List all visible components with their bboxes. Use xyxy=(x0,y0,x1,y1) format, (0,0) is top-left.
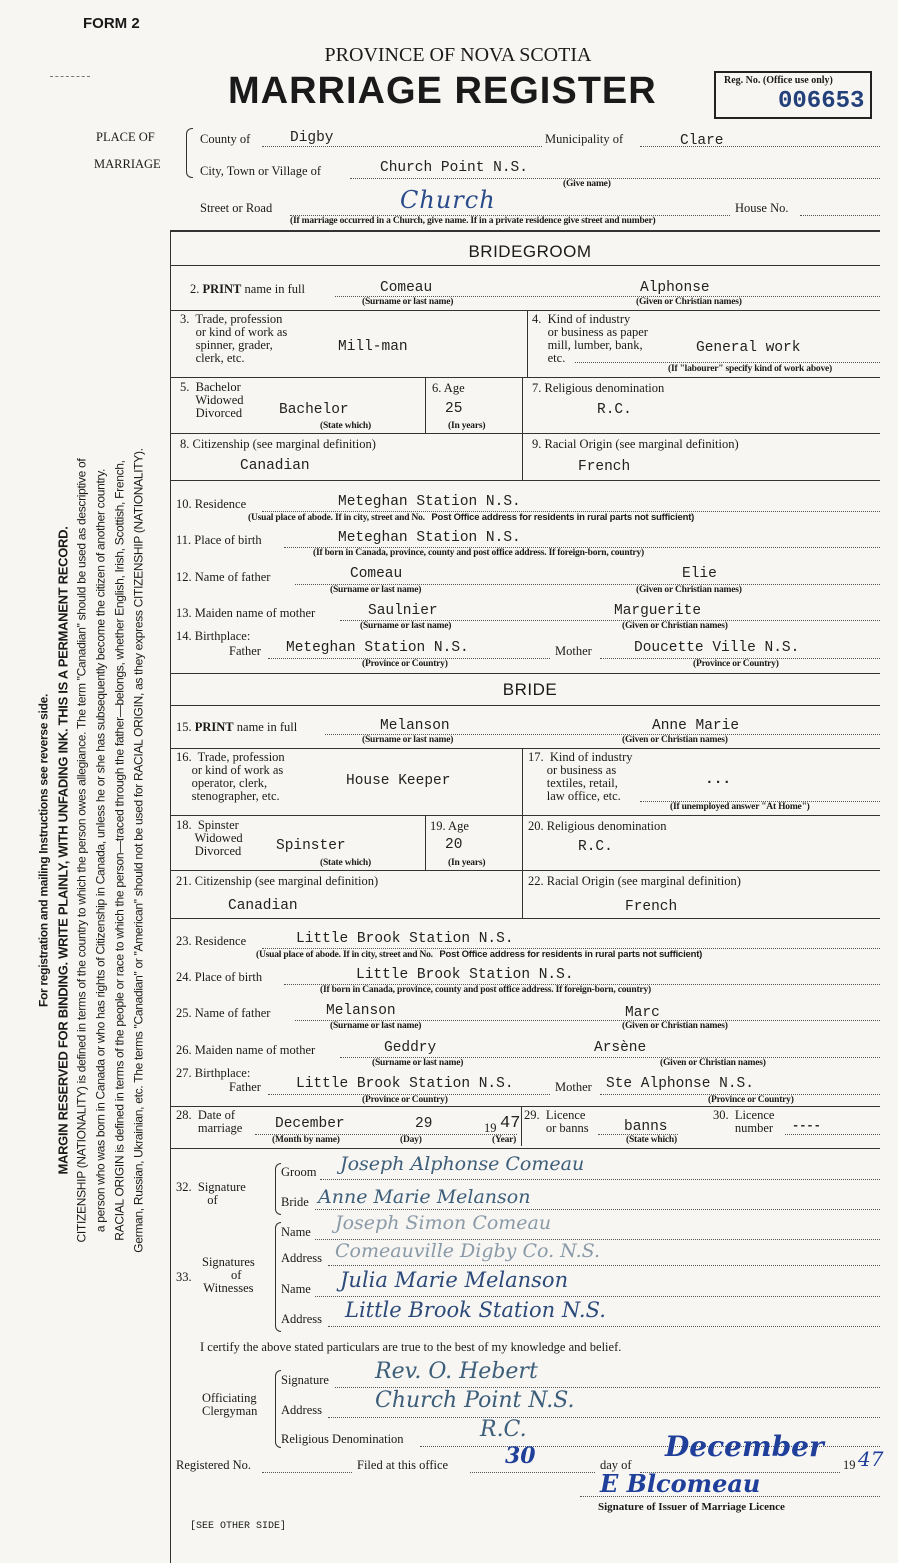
issuer-signature: E Blcomeau xyxy=(600,1469,761,1498)
marriage-day: 29 xyxy=(415,1116,433,1132)
bride-birthplace: Little Brook Station N.S. xyxy=(356,967,574,983)
bride-trade: House Keeper xyxy=(346,773,451,789)
street-value: Church xyxy=(400,186,496,214)
bride-mother-surname: Geddry xyxy=(384,1040,437,1056)
street-label: Street or Road xyxy=(200,201,273,215)
bride-citizenship-label: 21. Citizenship (see marginal definition) xyxy=(176,874,379,888)
dayof-label: day of xyxy=(600,1458,632,1472)
bride-racial-label: 22. Racial Origin (see marginal definition) xyxy=(528,874,741,888)
groom-bp-mother: Doucette Ville N.S. xyxy=(634,640,800,656)
groom-father-label: 12. Name of father xyxy=(176,570,271,584)
filed-month: December xyxy=(665,1430,824,1463)
groom-trade-label: 3. Trade, profession or kind of work as spinner, grader, clerk, etc. xyxy=(180,312,288,365)
page-title: MARRIAGE REGISTER xyxy=(228,70,657,112)
punch-mark xyxy=(50,76,90,77)
groom-father-given: Elie xyxy=(682,566,717,582)
caption: (Given or Christian names) xyxy=(622,621,728,631)
caption: (Give name) xyxy=(563,179,611,189)
witness2-name: Julia Marie Melanson xyxy=(340,1268,569,1292)
groom-residence: Meteghan Station N.S. xyxy=(338,494,521,510)
caption: (If "labourer" specify kind of work above) xyxy=(668,364,833,374)
signature-label: 32. Signature of xyxy=(176,1180,246,1207)
groom-racial-label: 9. Racial Origin (see marginal definition) xyxy=(532,437,739,451)
bp-mother-label: Mother xyxy=(555,644,592,658)
groom-residence-label: 10. Residence xyxy=(176,497,247,511)
bride-father-label: 25. Name of father xyxy=(176,1006,271,1020)
bride-birthplace-label: 24. Place of birth xyxy=(176,970,263,984)
reg-label: Reg. No. (Office use only) xyxy=(724,75,833,86)
filed-day: 30 xyxy=(505,1443,536,1469)
filed-label: Filed at this office xyxy=(357,1458,449,1472)
year-prefix: 19 xyxy=(484,1121,497,1135)
groom-mother-label: 13. Maiden name of mother xyxy=(176,606,316,620)
caption: (Usual place of abode. If in city, street and No. xyxy=(248,513,425,523)
witness-number: 33. xyxy=(176,1270,192,1284)
place-label: PLACE OF xyxy=(96,130,155,144)
marriage-month: December xyxy=(275,1116,345,1132)
caption: (Province or Country) xyxy=(708,1095,794,1105)
witness1-name: Joseph Simon Comeau xyxy=(335,1212,552,1234)
clergy-label: Officiating Clergyman xyxy=(202,1391,258,1418)
witness1-address: Comeauville Digby Co. N.S. xyxy=(335,1240,601,1262)
caption: (State which) xyxy=(320,421,371,431)
bride-age: 20 xyxy=(445,837,463,853)
licence-number-label: 30. Licence number xyxy=(713,1108,775,1135)
municipality-value: Clare xyxy=(680,133,724,149)
margin-line: a person who was born in Canada or who has rights of Citizenship in Canada, unless he or she has subsequently become the citizen of another country. xyxy=(93,468,108,1233)
caption: Post Office address for residents in rural parts not sufficient) xyxy=(439,949,703,960)
margin-line: RACIAL ORIGIN is defined in terms of the people or race to which the person—traced through the father—belongs, whether English, Irish, Scottish, French, xyxy=(112,460,127,1241)
caption: (Usual place of abode. If in city, street and No. xyxy=(256,950,433,960)
caption: (Given or Christian names) xyxy=(636,585,742,595)
groom-birthplace-label: 11. Place of birth xyxy=(176,533,262,547)
bride-surname: Melanson xyxy=(380,718,450,734)
caption: (In years) xyxy=(448,421,486,431)
margin-instructions xyxy=(35,296,160,1406)
caption: (If born in Canada, province, county and post office address. If foreign-born, country) xyxy=(313,548,644,558)
caption: (Province or Country) xyxy=(362,1095,448,1105)
caption: (Surname or last name) xyxy=(362,735,454,745)
year-prefix: 19 xyxy=(843,1458,856,1472)
caption: Post Office address for residents in rural parts not sufficient) xyxy=(431,512,695,523)
bride-father-given: Marc xyxy=(625,1005,660,1021)
groom-status: Bachelor xyxy=(279,402,349,418)
filed-year: 47 xyxy=(858,1447,884,1471)
bride-sig-label: Bride xyxy=(281,1195,309,1209)
date-label: 28. Date of marriage xyxy=(176,1108,243,1135)
clergy-sig-label: Signature xyxy=(281,1373,329,1387)
groom-mother-surname: Saulnier xyxy=(368,603,438,619)
clergy-signature: Rev. O. Hebert xyxy=(375,1359,538,1384)
groom-surname: Comeau xyxy=(380,280,433,296)
groom-status-label: 5. Bachelor Widowed Divorced xyxy=(180,380,244,420)
reg-number-box xyxy=(714,71,872,119)
place-label: MARRIAGE xyxy=(94,157,161,171)
caption: (Given or Christian names) xyxy=(636,297,742,307)
groom-signature: Joseph Alphonse Comeau xyxy=(340,1153,585,1175)
bp-mother-label: Mother xyxy=(555,1080,592,1094)
bride-religion-label: 20. Religious denomination xyxy=(528,819,667,833)
groom-bp-father: Meteghan Station N.S. xyxy=(286,640,469,656)
certification-text: I certify the above stated particulars are true to the best of my knowledge and belief. xyxy=(200,1340,622,1354)
caption: (Province or Country) xyxy=(693,659,779,669)
groom-industry: General work xyxy=(696,340,801,356)
bride-bp-mother: Ste Alphonse N.S. xyxy=(606,1076,754,1092)
bride-bp-label: 27. Birthplace: xyxy=(176,1066,251,1080)
caption: (Surname or last name) xyxy=(330,1021,422,1031)
caption: (Surname or last name) xyxy=(372,1058,464,1068)
caption: (If born in Canada, province, county and post office address. If foreign-born, country) xyxy=(320,985,651,995)
caption: (State which) xyxy=(320,858,371,868)
caption: (State which) xyxy=(626,1135,677,1145)
denomination-label: Religious Denomination xyxy=(281,1432,404,1446)
clergy-address: Church Point N.S. xyxy=(375,1388,575,1413)
city-value: Church Point N.S. xyxy=(380,160,528,176)
groom-mother-given: Marguerite xyxy=(614,603,702,619)
groom-birthplace: Meteghan Station N.S. xyxy=(338,530,521,546)
w1-name-label: Name xyxy=(281,1225,311,1239)
marriage-year: 47 xyxy=(500,1114,521,1133)
section-bride: BRIDE xyxy=(502,680,558,699)
bride-industry-label: 17. Kind of industry or business as textiles, retail, law office, etc. xyxy=(528,750,633,803)
caption: (Given or Christian names) xyxy=(622,735,728,745)
bride-signature: Anne Marie Melanson xyxy=(318,1186,531,1208)
municipality-label: Municipality of xyxy=(545,132,624,146)
caption: (If marriage occurred in a Church, give name. If in a private residence give street and number) xyxy=(290,216,656,226)
house-label: House No. xyxy=(735,201,789,215)
margin-line: MARGIN RESERVED FOR BINDING. WRITE PLAINLY, WITH UNFADING INK. THIS IS A PERMANENT RECORD. xyxy=(55,526,71,1175)
bride-status: Spinster xyxy=(276,838,346,854)
bride-given-names: Anne Marie xyxy=(652,718,740,734)
caption: (If unemployed answer "At Home") xyxy=(670,802,810,812)
licence-label: 29. Licence or banns xyxy=(524,1108,589,1135)
caption: (Given or Christian names) xyxy=(660,1058,766,1068)
caption: (Surname or last name) xyxy=(360,621,452,631)
caption: (Month by name) xyxy=(272,1135,340,1145)
caption: (Surname or last name) xyxy=(362,297,454,307)
groom-sig-label: Groom xyxy=(281,1165,317,1179)
province-heading: PROVINCE OF NOVA SCOTIA xyxy=(324,44,592,66)
groom-racial: French xyxy=(578,459,631,475)
licence-value: banns xyxy=(624,1119,668,1135)
groom-age-label: 6. Age xyxy=(432,381,465,395)
caption: (Day) xyxy=(400,1135,422,1145)
groom-religion: R.C. xyxy=(597,402,632,418)
witness2-address: Little Brook Station N.S. xyxy=(345,1298,606,1322)
w2-name-label: Name xyxy=(281,1282,311,1296)
bride-religion: R.C. xyxy=(578,839,613,855)
clergy-address-label: Address xyxy=(281,1403,322,1417)
bp-father-label: Father xyxy=(229,644,261,658)
bride-residence: Little Brook Station N.S. xyxy=(296,931,514,947)
bride-bp-father: Little Brook Station N.S. xyxy=(296,1076,514,1092)
groom-bp-label: 14. Birthplace: xyxy=(176,629,251,643)
caption: (Year) xyxy=(492,1135,517,1145)
bride-mother-label: 26. Maiden name of mother xyxy=(176,1043,316,1057)
registered-label: Registered No. xyxy=(176,1458,251,1472)
bp-father-label: Father xyxy=(229,1080,261,1094)
caption: (In years) xyxy=(448,858,486,868)
groom-age: 25 xyxy=(445,401,463,417)
bride-mother-given: Arsène xyxy=(594,1040,647,1056)
groom-father-surname: Comeau xyxy=(350,566,403,582)
county-value: Digby xyxy=(290,130,334,146)
margin-line: German, Russian, Ukrainian, etc. The terms "Canadian" or "American" should not be used for RACIAL ORIGIN, as they express CITIZENSHIP (NATIONALITY). xyxy=(131,448,146,1253)
section-bridegroom: BRIDEGROOM xyxy=(468,242,592,261)
groom-citizenship-label: 8. Citizenship (see marginal definition) xyxy=(180,437,376,451)
clergy-denomination: R.C. xyxy=(480,1417,527,1442)
bride-citizenship: Canadian xyxy=(228,898,298,914)
county-label: County of xyxy=(200,132,251,146)
bride-name-label: 15. PRINT name in full xyxy=(176,720,298,734)
city-label: City, Town or Village of xyxy=(200,164,322,178)
caption: (Province or Country) xyxy=(362,659,448,669)
licence-number: ---- xyxy=(792,1119,821,1133)
margin-line: For registration and mailing Instructions see reverse side. xyxy=(36,693,51,1008)
bride-residence-label: 23. Residence xyxy=(176,934,247,948)
reg-number: 006653 xyxy=(778,88,865,115)
groom-given-names: Alphonse xyxy=(640,280,710,296)
bride-status-label: 18. Spinster Widowed Divorced xyxy=(176,818,243,858)
groom-religion-label: 7. Religious denomination xyxy=(532,381,665,395)
bride-racial: French xyxy=(625,899,678,915)
witness-label: Signatures of Witnesses xyxy=(202,1255,255,1295)
groom-industry-label: 4. Kind of industry or business as paper mill, lumber, bank, etc. xyxy=(532,312,648,365)
see-other-side: [SEE OTHER SIDE] xyxy=(190,1521,287,1532)
caption: (Given or Christian names) xyxy=(622,1021,728,1031)
bride-trade-label: 16. Trade, profession or kind of work as operator, clerk, stenographer, etc. xyxy=(176,750,285,803)
margin-line: CITIZENSHIP (NATIONALITY) is defined in terms of the country to which the person owes allegiance. The term "Canadian" should be used as descriptive of xyxy=(74,458,89,1243)
groom-citizenship: Canadian xyxy=(240,458,310,474)
groom-name-label: 2. PRINT name in full xyxy=(190,282,305,296)
caption: (Surname or last name) xyxy=(330,585,422,595)
w2-address-label: Address xyxy=(281,1312,322,1326)
bride-age-label: 19. Age xyxy=(430,819,469,833)
form-left-border xyxy=(170,230,171,1563)
form-number: FORM 2 xyxy=(83,15,140,32)
bride-father-surname: Melanson xyxy=(326,1003,396,1019)
w1-address-label: Address xyxy=(281,1251,322,1265)
groom-trade: Mill-man xyxy=(338,339,408,355)
issuer-label: Signature of Issuer of Marriage Licence xyxy=(598,1501,785,1513)
brace xyxy=(186,128,193,178)
bride-industry: ... xyxy=(705,772,732,788)
